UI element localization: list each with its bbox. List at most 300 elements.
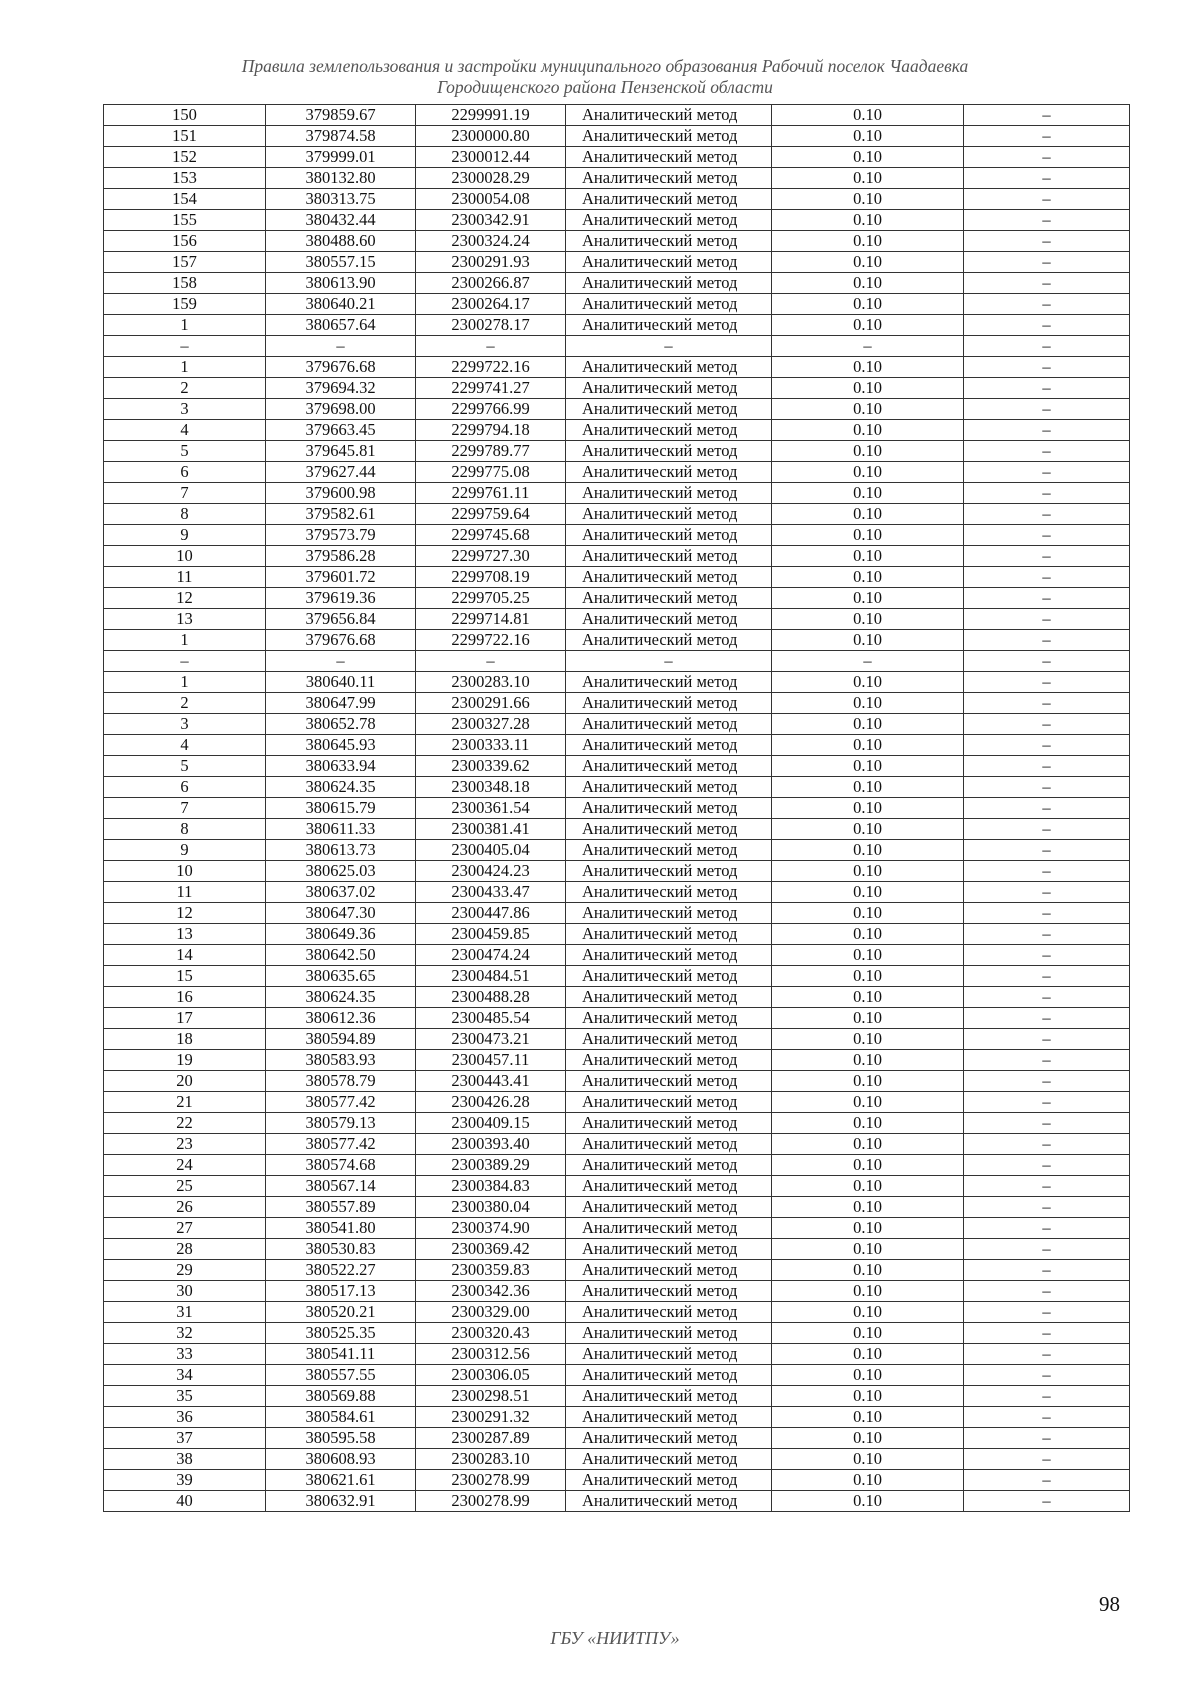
table-row <box>104 1344 1130 1365</box>
table-row <box>104 1239 1130 1260</box>
table-row <box>104 819 1130 840</box>
note-cell: – <box>964 1449 1130 1470</box>
y-coordinate-cell: 2300369.42 <box>416 1239 566 1260</box>
y-coordinate-cell: 2300333.11 <box>416 735 566 756</box>
method-cell: Аналитический метод <box>566 1239 772 1260</box>
method-cell: Аналитический метод <box>566 861 772 882</box>
table-row <box>104 1197 1130 1218</box>
table-row <box>104 1323 1130 1344</box>
method-cell: Аналитический метод <box>566 252 772 273</box>
accuracy-cell: 0.10 <box>772 756 964 777</box>
method-cell: Аналитический метод <box>566 1197 772 1218</box>
x-coordinate-cell: 380613.73 <box>266 840 416 861</box>
note-cell: – <box>964 966 1130 987</box>
method-cell: Аналитический метод <box>566 399 772 420</box>
method-cell: Аналитический метод <box>566 546 772 567</box>
x-coordinate-cell: 380577.42 <box>266 1134 416 1155</box>
x-coordinate-cell: 380640.11 <box>266 672 416 693</box>
table-row <box>104 378 1130 399</box>
table-row <box>104 672 1130 693</box>
note-cell: – <box>964 1029 1130 1050</box>
method-cell: Аналитический метод <box>566 231 772 252</box>
point-number-cell: 16 <box>104 987 266 1008</box>
accuracy-cell: 0.10 <box>772 483 964 504</box>
method-cell: Аналитический метод <box>566 945 772 966</box>
table-row <box>104 987 1130 1008</box>
table-row <box>104 147 1130 168</box>
x-coordinate-cell: 380520.21 <box>266 1302 416 1323</box>
method-cell: – <box>566 336 772 357</box>
x-coordinate-cell: 380595.58 <box>266 1428 416 1449</box>
point-number-cell: 13 <box>104 609 266 630</box>
header-line-2: Городищенского района Пензенской области <box>437 77 773 97</box>
method-cell: Аналитический метод <box>566 1491 772 1512</box>
point-number-cell: 5 <box>104 756 266 777</box>
note-cell: – <box>964 924 1130 945</box>
point-number-cell: – <box>104 651 266 672</box>
point-number-cell: 9 <box>104 525 266 546</box>
x-coordinate-cell: 379999.01 <box>266 147 416 168</box>
y-coordinate-cell: 2300374.90 <box>416 1218 566 1239</box>
point-number-cell: 25 <box>104 1176 266 1197</box>
point-number-cell: 11 <box>104 882 266 903</box>
accuracy-cell: 0.10 <box>772 1134 964 1155</box>
y-coordinate-cell: 2299766.99 <box>416 399 566 420</box>
accuracy-cell: 0.10 <box>772 441 964 462</box>
table-row <box>104 1092 1130 1113</box>
method-cell: Аналитический метод <box>566 273 772 294</box>
method-cell: Аналитический метод <box>566 1029 772 1050</box>
y-coordinate-cell: 2300380.04 <box>416 1197 566 1218</box>
method-cell: Аналитический метод <box>566 903 772 924</box>
table-row <box>104 546 1130 567</box>
note-cell: – <box>964 1239 1130 1260</box>
point-number-cell: 1 <box>104 630 266 651</box>
table-row <box>104 1113 1130 1134</box>
note-cell: – <box>964 567 1130 588</box>
accuracy-cell: 0.10 <box>772 105 964 126</box>
point-number-cell: 14 <box>104 945 266 966</box>
table-row <box>104 231 1130 252</box>
method-cell: Аналитический метод <box>566 609 772 630</box>
point-number-cell: 29 <box>104 1260 266 1281</box>
accuracy-cell: 0.10 <box>772 126 964 147</box>
accuracy-cell: 0.10 <box>772 609 964 630</box>
table-row <box>104 588 1130 609</box>
accuracy-cell: 0.10 <box>772 1260 964 1281</box>
point-number-cell: 6 <box>104 777 266 798</box>
accuracy-cell: 0.10 <box>772 1239 964 1260</box>
y-coordinate-cell: 2300329.00 <box>416 1302 566 1323</box>
table-row <box>104 1449 1130 1470</box>
note-cell: – <box>964 1428 1130 1449</box>
note-cell: – <box>964 315 1130 336</box>
method-cell: Аналитический метод <box>566 588 772 609</box>
method-cell: Аналитический метод <box>566 357 772 378</box>
point-number-cell: 8 <box>104 504 266 525</box>
point-number-cell: 28 <box>104 1239 266 1260</box>
accuracy-cell: – <box>772 651 964 672</box>
table-row <box>104 735 1130 756</box>
x-coordinate-cell: 380569.88 <box>266 1386 416 1407</box>
accuracy-cell: 0.10 <box>772 1407 964 1428</box>
note-cell: – <box>964 462 1130 483</box>
table-row <box>104 1470 1130 1491</box>
note-cell: – <box>964 903 1130 924</box>
y-coordinate-cell: 2300264.17 <box>416 294 566 315</box>
x-coordinate-cell: 379874.58 <box>266 126 416 147</box>
note-cell: – <box>964 798 1130 819</box>
x-coordinate-cell: 379586.28 <box>266 546 416 567</box>
accuracy-cell: 0.10 <box>772 966 964 987</box>
accuracy-cell: 0.10 <box>772 672 964 693</box>
method-cell: Аналитический метод <box>566 1260 772 1281</box>
point-number-cell: 152 <box>104 147 266 168</box>
point-number-cell: 15 <box>104 966 266 987</box>
table-row <box>104 525 1130 546</box>
point-number-cell: 32 <box>104 1323 266 1344</box>
x-coordinate-cell: 380132.80 <box>266 168 416 189</box>
x-coordinate-cell: 380635.65 <box>266 966 416 987</box>
y-coordinate-cell: 2300283.10 <box>416 1449 566 1470</box>
accuracy-cell: 0.10 <box>772 693 964 714</box>
method-cell: Аналитический метод <box>566 147 772 168</box>
x-coordinate-cell: 379676.68 <box>266 630 416 651</box>
note-cell: – <box>964 1344 1130 1365</box>
method-cell: Аналитический метод <box>566 441 772 462</box>
table-row <box>104 1260 1130 1281</box>
accuracy-cell: 0.10 <box>772 189 964 210</box>
x-coordinate-cell: 379694.32 <box>266 378 416 399</box>
method-cell: Аналитический метод <box>566 1428 772 1449</box>
accuracy-cell: 0.10 <box>772 882 964 903</box>
accuracy-cell: 0.10 <box>772 840 964 861</box>
x-coordinate-cell: 380557.15 <box>266 252 416 273</box>
note-cell: – <box>964 294 1130 315</box>
table-row <box>104 924 1130 945</box>
table-row <box>104 1029 1130 1050</box>
table-row <box>104 630 1130 651</box>
note-cell: – <box>964 273 1130 294</box>
accuracy-cell: 0.10 <box>772 462 964 483</box>
note-cell: – <box>964 336 1130 357</box>
x-coordinate-cell: 380637.02 <box>266 882 416 903</box>
table-row <box>104 273 1130 294</box>
note-cell: – <box>964 945 1130 966</box>
method-cell: Аналитический метод <box>566 1281 772 1302</box>
note-cell: – <box>964 1092 1130 1113</box>
method-cell: Аналитический метод <box>566 630 772 651</box>
x-coordinate-cell: 380642.50 <box>266 945 416 966</box>
point-number-cell: 33 <box>104 1344 266 1365</box>
y-coordinate-cell: 2300459.85 <box>416 924 566 945</box>
point-number-cell: 7 <box>104 798 266 819</box>
x-coordinate-cell: 379601.72 <box>266 567 416 588</box>
point-number-cell: 34 <box>104 1365 266 1386</box>
y-coordinate-cell: 2300488.28 <box>416 987 566 1008</box>
accuracy-cell: 0.10 <box>772 1302 964 1323</box>
table-row <box>104 483 1130 504</box>
method-cell: Аналитический метод <box>566 756 772 777</box>
x-coordinate-cell: 379573.79 <box>266 525 416 546</box>
table-row <box>104 1491 1130 1512</box>
point-number-cell: 3 <box>104 399 266 420</box>
y-coordinate-cell: 2299722.16 <box>416 630 566 651</box>
table-row <box>104 1407 1130 1428</box>
note-cell: – <box>964 714 1130 735</box>
point-number-cell: 6 <box>104 462 266 483</box>
method-cell: Аналитический метод <box>566 189 772 210</box>
x-coordinate-cell: 380525.35 <box>266 1323 416 1344</box>
y-coordinate-cell: 2300409.15 <box>416 1113 566 1134</box>
note-cell: – <box>964 525 1130 546</box>
note-cell: – <box>964 609 1130 630</box>
y-coordinate-cell: 2300485.54 <box>416 1008 566 1029</box>
y-coordinate-cell: 2300405.04 <box>416 840 566 861</box>
y-coordinate-cell: 2299727.30 <box>416 546 566 567</box>
table-row <box>104 294 1130 315</box>
y-coordinate-cell: 2300474.24 <box>416 945 566 966</box>
accuracy-cell: 0.10 <box>772 420 964 441</box>
y-coordinate-cell: 2300278.99 <box>416 1491 566 1512</box>
note-cell: – <box>964 1155 1130 1176</box>
y-coordinate-cell: 2299705.25 <box>416 588 566 609</box>
x-coordinate-cell: 380583.93 <box>266 1050 416 1071</box>
y-coordinate-cell: 2300389.29 <box>416 1155 566 1176</box>
point-number-cell: – <box>104 336 266 357</box>
table-row <box>104 882 1130 903</box>
method-cell: Аналитический метод <box>566 693 772 714</box>
note-cell: – <box>964 588 1130 609</box>
accuracy-cell: 0.10 <box>772 588 964 609</box>
accuracy-cell: 0.10 <box>772 273 964 294</box>
y-coordinate-cell: 2300291.93 <box>416 252 566 273</box>
note-cell: – <box>964 1134 1130 1155</box>
accuracy-cell: 0.10 <box>772 252 964 273</box>
note-cell: – <box>964 651 1130 672</box>
y-coordinate-cell: 2300287.89 <box>416 1428 566 1449</box>
method-cell: Аналитический метод <box>566 1218 772 1239</box>
method-cell: Аналитический метод <box>566 1365 772 1386</box>
method-cell: Аналитический метод <box>566 105 772 126</box>
x-coordinate-cell: 380611.33 <box>266 819 416 840</box>
point-number-cell: 155 <box>104 210 266 231</box>
note-cell: – <box>964 1365 1130 1386</box>
note-cell: – <box>964 357 1130 378</box>
note-cell: – <box>964 546 1130 567</box>
method-cell: Аналитический метод <box>566 1344 772 1365</box>
accuracy-cell: 0.10 <box>772 1449 964 1470</box>
header-line-1: Правила землепользования и застройки муниципального образования Рабочий поселок Чаадаевка <box>241 56 969 76</box>
point-number-cell: 157 <box>104 252 266 273</box>
method-cell: Аналитический метод <box>566 294 772 315</box>
table-row <box>104 252 1130 273</box>
method-cell: Аналитический метод <box>566 1050 772 1071</box>
method-cell: Аналитический метод <box>566 840 772 861</box>
point-number-cell: 12 <box>104 903 266 924</box>
accuracy-cell: 0.10 <box>772 357 964 378</box>
point-number-cell: 20 <box>104 1071 266 1092</box>
note-cell: – <box>964 672 1130 693</box>
page-number: 98 <box>1099 1592 1120 1616</box>
y-coordinate-cell: 2300028.29 <box>416 168 566 189</box>
note-cell: – <box>964 1218 1130 1239</box>
accuracy-cell: 0.10 <box>772 504 964 525</box>
point-number-cell: 24 <box>104 1155 266 1176</box>
point-number-cell: 159 <box>104 294 266 315</box>
method-cell: Аналитический метод <box>566 1155 772 1176</box>
x-coordinate-cell: 380633.94 <box>266 756 416 777</box>
note-cell: – <box>964 735 1130 756</box>
point-number-cell: 153 <box>104 168 266 189</box>
table-row <box>104 105 1130 126</box>
y-coordinate-cell: 2299794.18 <box>416 420 566 441</box>
accuracy-cell: 0.10 <box>772 1050 964 1071</box>
point-number-cell: 150 <box>104 105 266 126</box>
method-cell: Аналитический метод <box>566 567 772 588</box>
table-row <box>104 1281 1130 1302</box>
x-coordinate-cell: 380313.75 <box>266 189 416 210</box>
point-number-cell: 30 <box>104 1281 266 1302</box>
y-coordinate-cell: 2299991.19 <box>416 105 566 126</box>
x-coordinate-cell: 380557.89 <box>266 1197 416 1218</box>
x-coordinate-cell: 380541.11 <box>266 1344 416 1365</box>
method-cell: Аналитический метод <box>566 1449 772 1470</box>
x-coordinate-cell: 380488.60 <box>266 231 416 252</box>
table-row <box>104 945 1130 966</box>
method-cell: Аналитический метод <box>566 714 772 735</box>
y-coordinate-cell: 2300278.17 <box>416 315 566 336</box>
table-row <box>104 777 1130 798</box>
x-coordinate-cell: 380517.13 <box>266 1281 416 1302</box>
note-cell: – <box>964 1008 1130 1029</box>
table-row <box>104 168 1130 189</box>
table-row <box>104 903 1130 924</box>
note-cell: – <box>964 147 1130 168</box>
point-number-cell: 10 <box>104 546 266 567</box>
method-cell: Аналитический метод <box>566 672 772 693</box>
accuracy-cell: 0.10 <box>772 777 964 798</box>
note-cell: – <box>964 1050 1130 1071</box>
point-number-cell: 4 <box>104 735 266 756</box>
accuracy-cell: 0.10 <box>772 861 964 882</box>
x-coordinate-cell: 380574.68 <box>266 1155 416 1176</box>
accuracy-cell: 0.10 <box>772 231 964 252</box>
x-coordinate-cell: 380624.35 <box>266 987 416 1008</box>
note-cell: – <box>964 252 1130 273</box>
x-coordinate-cell: 380632.91 <box>266 1491 416 1512</box>
table-row <box>104 420 1130 441</box>
table-row <box>104 609 1130 630</box>
x-coordinate-cell: 380594.89 <box>266 1029 416 1050</box>
table-row <box>104 861 1130 882</box>
y-coordinate-cell: 2300054.08 <box>416 189 566 210</box>
y-coordinate-cell: 2300012.44 <box>416 147 566 168</box>
y-coordinate-cell: 2300324.24 <box>416 231 566 252</box>
point-number-cell: 4 <box>104 420 266 441</box>
y-coordinate-cell: 2299759.64 <box>416 504 566 525</box>
note-cell: – <box>964 1407 1130 1428</box>
y-coordinate-cell: 2300291.66 <box>416 693 566 714</box>
point-number-cell: 18 <box>104 1029 266 1050</box>
table-row <box>104 1134 1130 1155</box>
accuracy-cell: 0.10 <box>772 1008 964 1029</box>
y-coordinate-cell: 2300447.86 <box>416 903 566 924</box>
y-coordinate-cell: 2300457.11 <box>416 1050 566 1071</box>
method-cell: Аналитический метод <box>566 1407 772 1428</box>
note-cell: – <box>964 630 1130 651</box>
method-cell: Аналитический метод <box>566 987 772 1008</box>
table-row <box>104 567 1130 588</box>
accuracy-cell: 0.10 <box>772 210 964 231</box>
point-number-cell: 3 <box>104 714 266 735</box>
accuracy-cell: 0.10 <box>772 378 964 399</box>
y-coordinate-cell: 2299789.77 <box>416 441 566 462</box>
point-number-cell: 158 <box>104 273 266 294</box>
accuracy-cell: 0.10 <box>772 798 964 819</box>
method-cell: Аналитический метод <box>566 1470 772 1491</box>
y-coordinate-cell: 2299761.11 <box>416 483 566 504</box>
note-cell: – <box>964 840 1130 861</box>
accuracy-cell: 0.10 <box>772 294 964 315</box>
accuracy-cell: 0.10 <box>772 546 964 567</box>
table-row <box>104 1155 1130 1176</box>
point-number-cell: 40 <box>104 1491 266 1512</box>
point-number-cell: 19 <box>104 1050 266 1071</box>
table-row <box>104 840 1130 861</box>
y-coordinate-cell: 2300312.56 <box>416 1344 566 1365</box>
accuracy-cell: 0.10 <box>772 1365 964 1386</box>
method-cell: Аналитический метод <box>566 1386 772 1407</box>
note-cell: – <box>964 1113 1130 1134</box>
x-coordinate-cell: 379859.67 <box>266 105 416 126</box>
x-coordinate-cell: 380649.36 <box>266 924 416 945</box>
note-cell: – <box>964 420 1130 441</box>
y-coordinate-cell: – <box>416 336 566 357</box>
x-coordinate-cell: 379698.00 <box>266 399 416 420</box>
accuracy-cell: 0.10 <box>772 735 964 756</box>
accuracy-cell: 0.10 <box>772 630 964 651</box>
accuracy-cell: 0.10 <box>772 1197 964 1218</box>
note-cell: – <box>964 378 1130 399</box>
note-cell: – <box>964 210 1130 231</box>
y-coordinate-cell: 2300361.54 <box>416 798 566 819</box>
x-coordinate-cell: 379627.44 <box>266 462 416 483</box>
x-coordinate-cell: 379645.81 <box>266 441 416 462</box>
point-number-cell: 5 <box>104 441 266 462</box>
y-coordinate-cell: 2299714.81 <box>416 609 566 630</box>
x-coordinate-cell: 380647.99 <box>266 693 416 714</box>
y-coordinate-cell: 2300473.21 <box>416 1029 566 1050</box>
x-coordinate-cell: 380652.78 <box>266 714 416 735</box>
y-coordinate-cell: 2300484.51 <box>416 966 566 987</box>
point-number-cell: 2 <box>104 378 266 399</box>
y-coordinate-cell: 2300000.80 <box>416 126 566 147</box>
accuracy-cell: 0.10 <box>772 819 964 840</box>
point-number-cell: 36 <box>104 1407 266 1428</box>
accuracy-cell: 0.10 <box>772 1281 964 1302</box>
page-header <box>100 56 1110 98</box>
y-coordinate-cell: 2300384.83 <box>416 1176 566 1197</box>
y-coordinate-cell: 2300327.28 <box>416 714 566 735</box>
coordinates-table-body <box>104 105 1130 1512</box>
method-cell: Аналитический метод <box>566 210 772 231</box>
point-number-cell: 39 <box>104 1470 266 1491</box>
x-coordinate-cell: – <box>266 651 416 672</box>
x-coordinate-cell: – <box>266 336 416 357</box>
x-coordinate-cell: 380640.21 <box>266 294 416 315</box>
y-coordinate-cell: 2300433.47 <box>416 882 566 903</box>
